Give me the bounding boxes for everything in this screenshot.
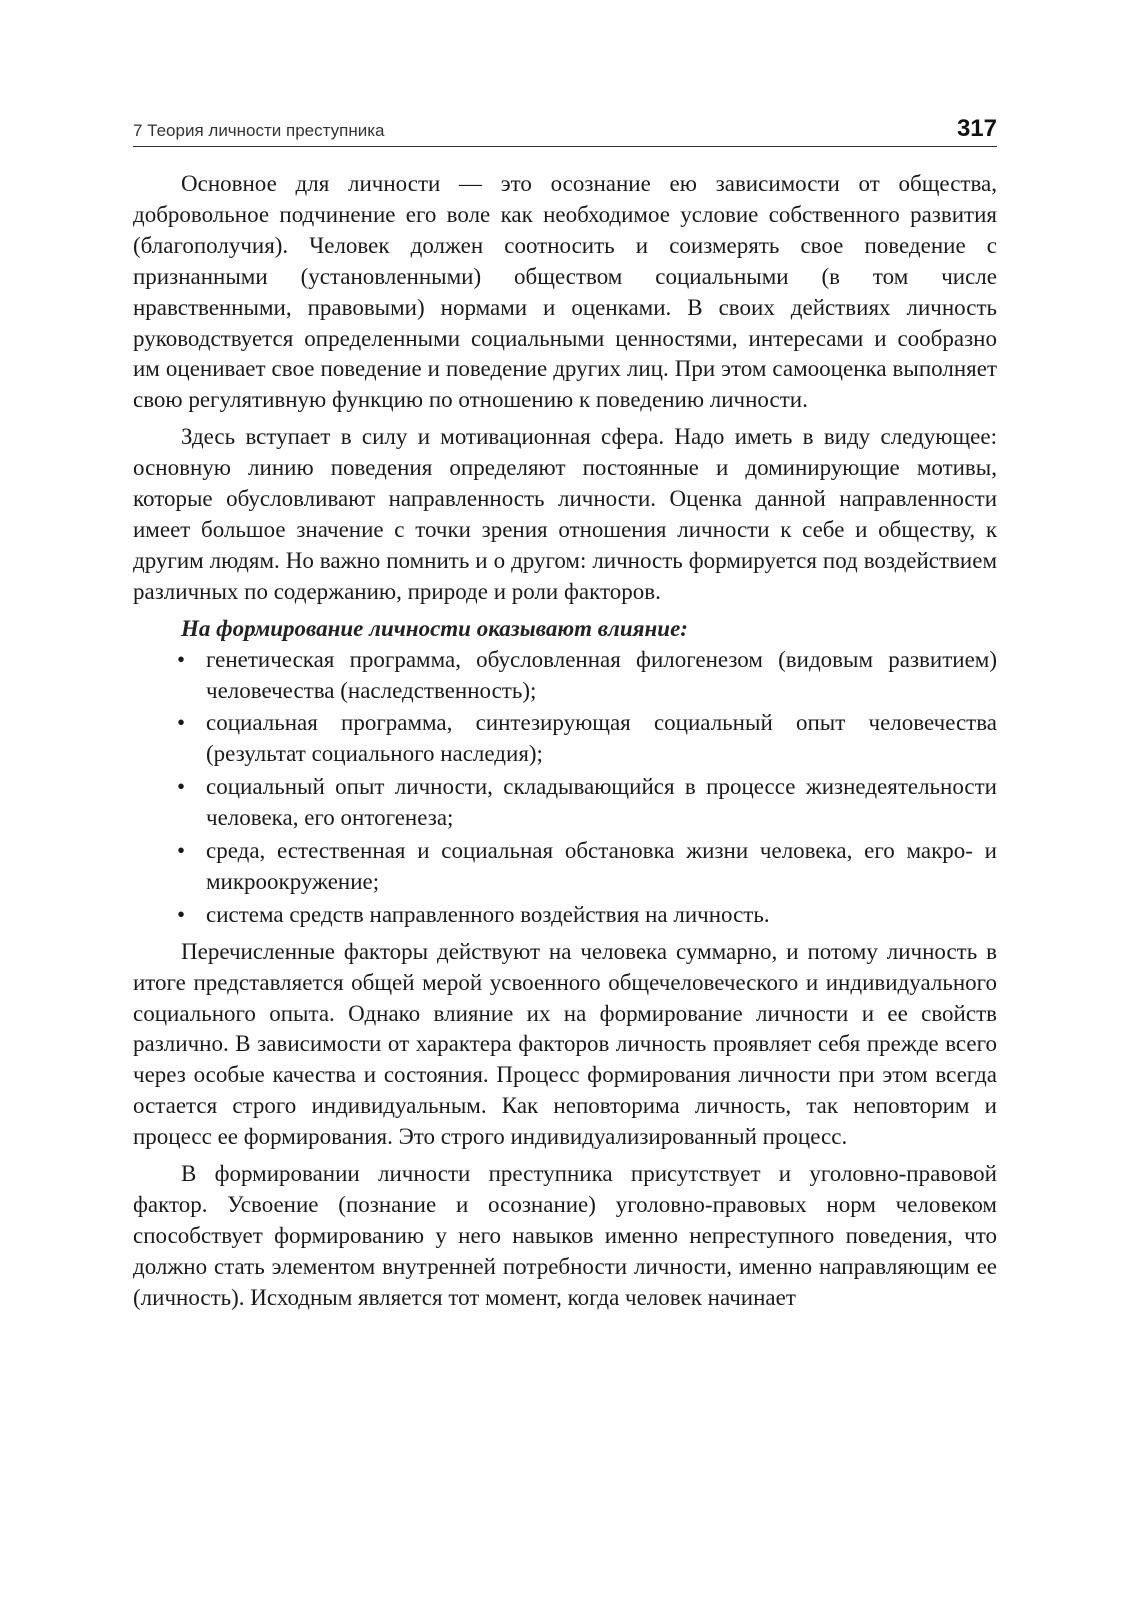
bullet-icon: • <box>177 646 186 672</box>
bullet-icon: • <box>177 901 186 927</box>
paragraph: Здесь вступает в силу и мотивационная сфера. Надо иметь в виду следующее: основную линию поведения определяют постоянные и доминирующие мотивы, которые обусловливают направленность личности. Оценка данной направленности имеет большое значение с точки зрения отношения личности к себе и обществу, к другим людям. Но важно помнить и о другом: личность формируется под воздействием различных по содержанию, природе и роли факторов. <box>133 424 997 604</box>
bullet-icon: • <box>177 838 186 864</box>
list-item-text: генетическая программа, обусловленная филогенезом (видовым развитием) человечества (наследственность); <box>206 646 997 703</box>
list-item <box>177 900 997 931</box>
page-body <box>133 169 997 1320</box>
list-item-text: система средств направленного воздействия на личность. <box>206 901 770 927</box>
list-item-text: социальный опыт личности, складывающийся в процессе жизнедеятельности человека, его онтогенеза; <box>206 774 997 831</box>
bullet-icon: • <box>177 710 186 736</box>
bullet-icon: • <box>177 774 186 800</box>
list-item-text: среда, естественная и социальная обстановка жизни человека, его макро- и микроокружение; <box>206 838 997 894</box>
paragraph: Перечисленные факторы действуют на человека суммарно, и потому личность в итоге представляется общей мерой усвоенного общечеловеческого и индивидуального социального опыта. Однако влияние их на формирование личности и ее свойств различно. В зависимости от характера факторов личность проявляет себя прежде всего через особые качества и состояния. Процесс формирования личности при этом всегда остается строго индивидуальным. Как неповторима личность, так неповторим и процесс ее формирования. Это строго индивидуализированный процесс. <box>133 938 997 1150</box>
list-item <box>177 836 997 898</box>
running-head: 7 Теория личности преступника <box>133 121 385 140</box>
list-item <box>177 772 997 834</box>
factor-list <box>133 645 997 931</box>
page-number: 317 <box>956 115 997 142</box>
paragraph: В формировании личности преступника присутствует и уголовно-правовой фактор. Усвоение (познание и осознание) уголовно-правовых норм человеком способствует формированию у него навыков именно непреступного поведения, что должно стать элементом внутренней потребности личности, именно направляющим ее (личность). Исходным является тот момент, когда человек начинает <box>133 1161 997 1310</box>
list-lead: На формирование личности оказывают влияние: <box>181 615 688 641</box>
list-item-text: социальная программа, синтезирующая социальный опыт человечества (результат социального наследия); <box>206 710 997 767</box>
page-header <box>133 108 997 147</box>
list-item <box>177 645 997 707</box>
paragraph: Основное для личности — это осознание ею зависимости от общества, добровольное подчинение его воле как необходимое условие собственного развития (благополучия). Человек должен соотносить и соизмерять свое поведение с признанными (установленными) обществом социальными (в том числе нравственными, правовыми) нормами и оценками. В своих действиях личность руководствуется определенными социальными ценностями, интересами и сообразно им оценивает свое поведение и поведение других лиц. При этом самооценка выполняет свою регулятивную функцию по отношению к поведению личности. <box>133 171 997 413</box>
list-item <box>177 708 997 770</box>
